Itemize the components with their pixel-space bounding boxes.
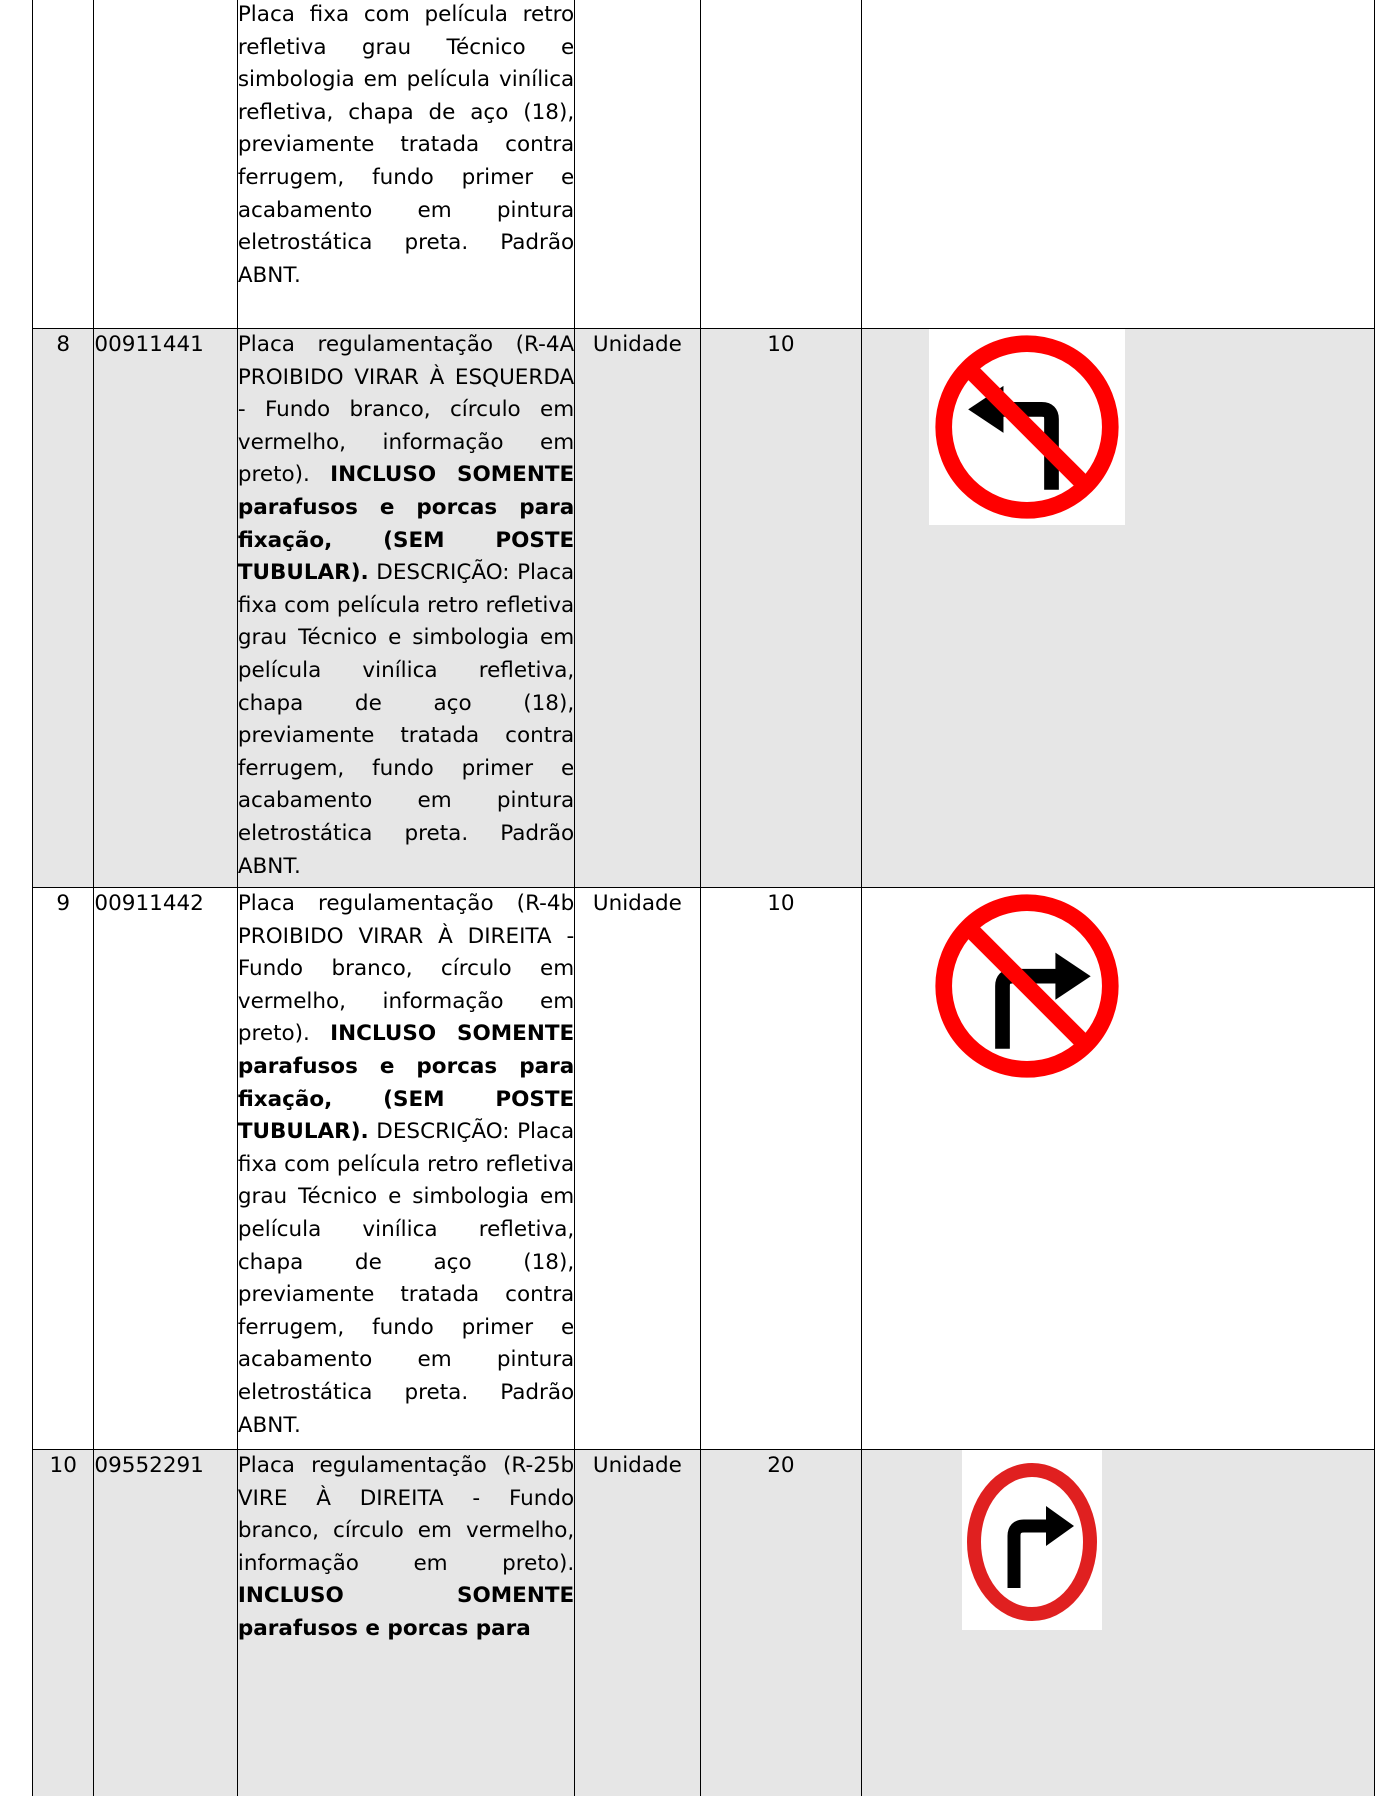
item-code: 09552291 <box>94 1450 237 1796</box>
item-unit: Unidade <box>575 888 700 1450</box>
item-unit: Unidade <box>575 329 700 888</box>
item-description <box>237 329 574 888</box>
item-number: 10 <box>33 1450 94 1796</box>
item-description <box>237 0 574 329</box>
description-text: Placa regulamentação (R-4A PROIBIDO VIRAR À ESQUERDA - Fundo branco, círculo em vermelho, informação em preto). <box>237 332 575 488</box>
table-row <box>33 1450 1375 1796</box>
item-description <box>237 888 574 1450</box>
item-quantity: 10 <box>700 888 862 1450</box>
item-code: 00911441 <box>94 329 237 888</box>
no-left-turn-sign-icon <box>929 329 1125 525</box>
item-number <box>33 0 94 329</box>
description-bold-text: INCLUSO SOMENTE parafusos e porcas para fixação, (SEM POSTE TUBULAR). <box>237 462 575 586</box>
table-row <box>33 888 1375 1450</box>
item-image-cell <box>862 0 1375 329</box>
item-quantity <box>700 0 862 329</box>
description-bold-text: INCLUSO SOMENTE parafusos e porcas para fixação, (SEM POSTE TUBULAR). <box>237 1021 575 1145</box>
item-number: 9 <box>33 888 94 1450</box>
item-code <box>94 0 237 329</box>
description-text: Placa fixa com película retro refletiva grau Técnico e simbologia em película vinílica refletiva, chapa de aço (18), previamente tratada contra ferrugem, fundo primer e acabamento em pintura eletrostática preta. Padrão ABNT. <box>237 2 575 288</box>
item-image-cell <box>862 329 1375 888</box>
item-quantity: 20 <box>700 1450 862 1796</box>
table-row <box>33 0 1375 329</box>
item-unit <box>575 0 700 329</box>
item-quantity: 10 <box>700 329 862 888</box>
no-right-turn-sign-icon <box>928 888 1126 1084</box>
items-table <box>32 0 1375 1796</box>
item-image-cell <box>862 1450 1375 1796</box>
description-text: Placa regulamentação (R-25b VIRE À DIREITA - Fundo branco, círculo em vermelho, informação em preto). <box>237 1453 575 1576</box>
item-unit: Unidade <box>575 1450 700 1796</box>
description-bold-text: INCLUSO SOMENTE parafusos e porcas para <box>237 1583 575 1641</box>
item-description <box>237 1450 574 1796</box>
item-number: 8 <box>33 329 94 888</box>
description-text: DESCRIÇÃO: Placa fixa com película retro refletiva grau Técnico e simbologia em película vinílica refletiva, chapa de aço (18), previamente tratada contra ferrugem, fundo primer e acabamento em pintura eletrostática preta. Padrão ABNT. <box>237 560 575 879</box>
description-text: Placa regulamentação (R-4b PROIBIDO VIRAR À DIREITA - Fundo branco, círculo em vermelho, informação em preto). <box>237 891 575 1047</box>
table-row <box>33 329 1375 888</box>
turn-right-sign-icon <box>962 1450 1102 1630</box>
item-code: 00911442 <box>94 888 237 1450</box>
description-text: DESCRIÇÃO: Placa fixa com película retro refletiva grau Técnico e simbologia em película vinílica refletiva, chapa de aço (18), previamente tratada contra ferrugem, fundo primer e acabamento em pintura eletrostática preta. Padrão ABNT. <box>237 1119 575 1438</box>
item-image-cell <box>862 888 1375 1450</box>
